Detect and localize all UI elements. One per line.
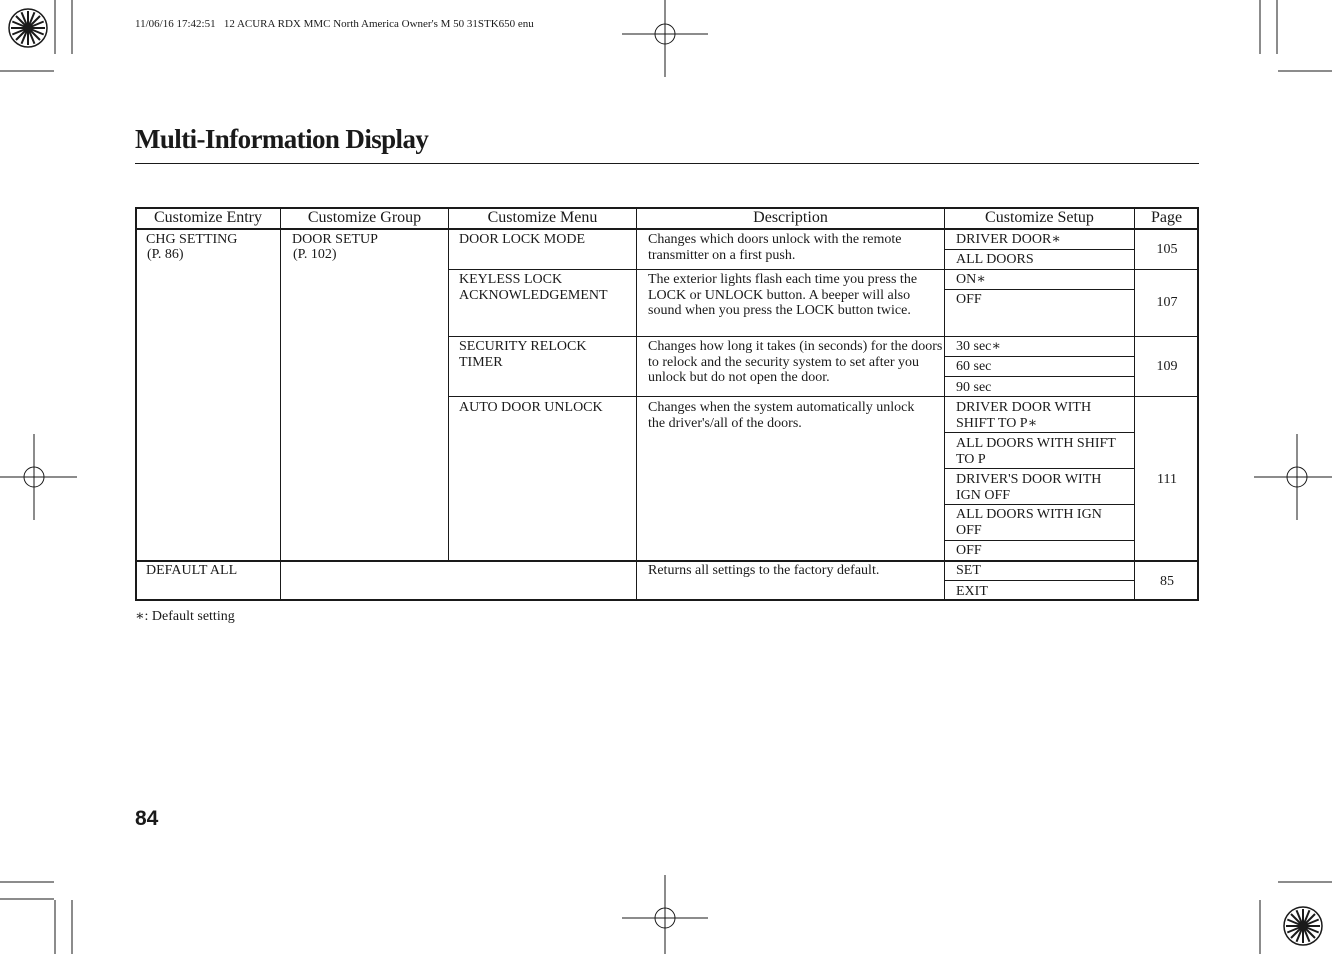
menu-item: AUTO DOOR UNLOCK xyxy=(459,400,603,415)
registration-burst-icon xyxy=(1284,907,1322,945)
default-setting-footnote: ∗: Default setting xyxy=(135,609,235,624)
column-header: Description xyxy=(753,209,828,226)
page-ref: 109 xyxy=(1156,359,1178,374)
page-ref: 85 xyxy=(1160,574,1174,589)
entry-name: CHG SETTING xyxy=(146,232,238,247)
setup-option: ALL DOORS xyxy=(956,252,1034,267)
registration-burst-icon xyxy=(9,9,47,47)
page-ref: 107 xyxy=(1156,295,1178,310)
column-header: Page xyxy=(1150,209,1183,226)
registration-target-icon xyxy=(0,434,77,520)
column-header: Customize Setup xyxy=(985,209,1094,226)
column-header: Customize Group xyxy=(307,209,422,226)
menu-item: KEYLESS LOCK ACKNOWLEDGEMENT xyxy=(459,272,608,303)
col-divider xyxy=(1134,207,1135,601)
setup-option: DRIVER DOOR∗ xyxy=(956,232,1061,247)
setup-option: ALL DOORS WITH IGN OFF xyxy=(956,507,1102,538)
setup-option: EXIT xyxy=(956,584,988,599)
entry-ref: (P. 86) xyxy=(147,247,184,262)
description: Changes how long it takes (in seconds) for the doors to relock and the security system to set after you unlock but do not open the door. xyxy=(648,339,943,385)
menu-item: SECURITY RELOCK TIMER xyxy=(459,339,587,370)
setup-option: ALL DOORS WITH SHIFT TO P xyxy=(956,436,1116,467)
row-divider xyxy=(135,560,1199,562)
setup-option: ON∗ xyxy=(956,272,986,287)
option-divider xyxy=(945,504,1134,505)
setup-option: 30 sec∗ xyxy=(956,339,1001,354)
page-title: Multi-Information Display xyxy=(135,124,429,154)
description: Changes which doors unlock with the remote transmitter on a first push. xyxy=(648,232,902,263)
column-header: Customize Menu xyxy=(487,209,598,226)
col-divider xyxy=(944,207,945,601)
page-ref: 105 xyxy=(1156,242,1178,257)
setup-option: DRIVER DOOR WITH SHIFT TO P∗ xyxy=(956,400,1092,431)
registration-target-icon xyxy=(622,0,708,77)
page-ref: 111 xyxy=(1157,472,1177,487)
option-divider xyxy=(945,540,1134,541)
group-name: DOOR SETUP xyxy=(292,232,378,247)
col-divider xyxy=(636,207,637,601)
description: The exterior lights flash each time you press the LOCK or UNLOCK button. A beeper will also sound when you press the LOCK button twice. xyxy=(648,272,918,318)
option-divider xyxy=(945,289,1134,290)
title-rule xyxy=(135,163,1199,164)
setup-option: OFF xyxy=(956,292,982,307)
registration-target-icon xyxy=(622,875,708,954)
option-divider xyxy=(945,249,1134,250)
menu-item: DOOR LOCK MODE xyxy=(459,232,585,247)
setup-option: 60 sec xyxy=(956,359,992,374)
row-divider xyxy=(448,269,1199,270)
setup-option: SET xyxy=(956,563,981,578)
description: Returns all settings to the factory default. xyxy=(648,563,880,578)
header-divider xyxy=(135,228,1199,230)
col-divider xyxy=(448,207,449,561)
col-divider xyxy=(280,207,281,601)
group-ref: (P. 102) xyxy=(293,247,337,262)
setup-option: 90 sec xyxy=(956,380,992,395)
column-header: Customize Entry xyxy=(154,209,262,226)
default-all-entry: DEFAULT ALL xyxy=(146,563,238,578)
option-divider xyxy=(945,432,1134,433)
page-number: 84 xyxy=(135,807,159,830)
setup-option: OFF xyxy=(956,543,982,558)
option-divider xyxy=(945,356,1134,357)
option-divider xyxy=(945,468,1134,469)
option-divider xyxy=(945,580,1134,581)
print-info-header: 11/06/16 17:42:51 12 ACURA RDX MMC North America Owner's M 50 31STK650 enu xyxy=(135,18,534,30)
setup-option: DRIVER'S DOOR WITH IGN OFF xyxy=(956,472,1102,503)
description: Changes when the system automatically unlock the driver's/all of the doors. xyxy=(648,400,915,431)
row-divider xyxy=(448,396,1199,397)
option-divider xyxy=(945,376,1134,377)
registration-target-icon xyxy=(1254,434,1332,520)
row-divider xyxy=(448,336,1199,337)
